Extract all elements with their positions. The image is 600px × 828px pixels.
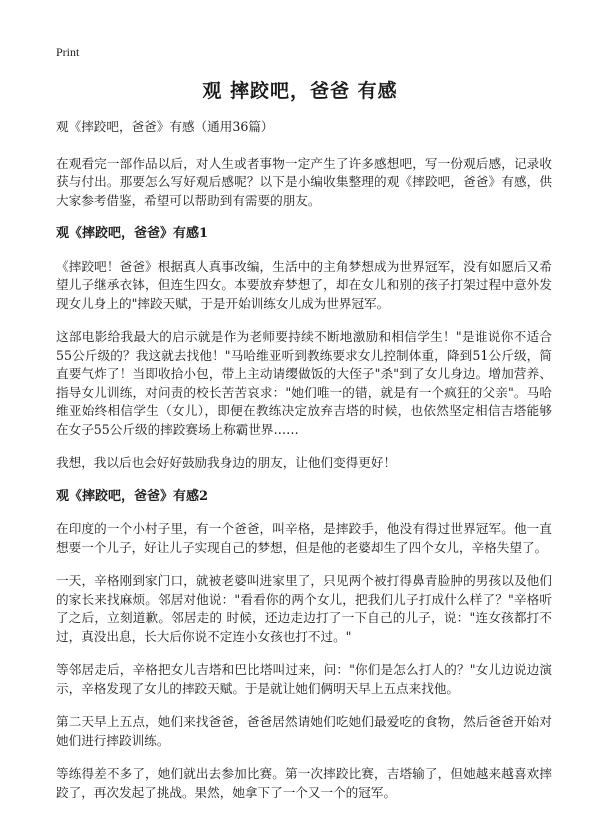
section-heading-1: 观《摔跤吧，爸爸》有感1: [56, 226, 209, 241]
section-2-paragraph-1: 在印度的一个小村子里，有一个爸爸，叫辛格，是摔跤手，他没有得过世界冠军。他一直想要一个儿子，好让儿子实现自己的梦想，但是他的老婆却生了四个女儿，辛格失望了。: [56, 521, 552, 555]
section-heading-2: 观《摔跤吧，爸爸》有感2: [56, 488, 209, 504]
document-title: 观 摔跤吧，爸爸 有感: [202, 80, 398, 102]
section-1-paragraph-2: 这部电影给我最大的启示就是作为老师要持续不断地激励和相信学生！"是谁说你不适合55公斤级的？我这就去找他！"马哈维亚听到教练要求女儿控制体重，降到51公斤级，简直要气炸了！当即收拾小包，带上主动请缨做饭的大侄子"杀"到了女儿身边。增加营养、指导女儿训练，对问责的校长苦苦哀求："她们唯一的错，就是有一个疯狂的父亲"。马哈维亚始终相信学生（女儿），即便在教练决定放弃吉塔的时候，也依然坚定相信吉塔能够在女子55公斤级的摔跤赛场上称霸世界……: [56, 329, 552, 437]
section-1-paragraph-1: 《摔跤吧！爸爸》根据真人真事改编，生活中的主角梦想成为世界冠军，没有如愿后又希望儿子继承衣钵，但连生四女。本要放弃梦想了，却在女儿和别的孩子打架过程中意外发现女儿身上的"摔跤天赋，于是开始训练女儿成为世界冠军。: [56, 258, 552, 311]
print-label[interactable]: Print: [56, 45, 80, 59]
section-2-paragraph-3: 等邻居走后，辛格把女儿吉塔和巴比塔叫过来，问："你们是怎么打人的？"女儿边说边演示，辛格发现了女儿的摔跤天赋。于是就让她们俩明天早上五点来找他。: [56, 662, 552, 696]
section-1-paragraph-3: 我想，我以后也会好好鼓励我身边的朋友，让他们变得更好！: [56, 455, 397, 470]
section-2-paragraph-2: 一天，辛格刚到家门口，就被老婆叫进家里了，只见两个被打得鼻青脸肿的男孩以及他们的家长来找麻烦。邻居对他说："看看你的两个女儿，把我们儿子打成什么样了？"辛格听了之后，立刻道歉。邻居走的 时候，还边走边打了一下自己的儿子，说："连女孩都打不过，真没出息，长大后你说不定连小女孩也打不过。": [56, 573, 552, 644]
document-body: [56, 118, 552, 817]
section-2-paragraph-4: 第二天早上五点，她们来找爸爸，爸爸居然请她们吃她们最爱吃的食物，然后爸爸开始对她们进行摔跤训练。: [56, 714, 552, 748]
document-subtitle: 观《摔跤吧，爸爸》有感（通用36篇）: [56, 119, 274, 134]
section-2-paragraph-5: 等练得差不多了，她们就出去参加比赛。第一次摔跤比赛，吉塔输了，但她越来越喜欢摔跤了，再次发起了挑战。果然，她拿下了一个又一个的冠军。: [56, 766, 552, 800]
intro-paragraph: 在观看完一部作品以后，对人生或者事物一定产生了许多感想吧，写一份观后感，记录收获与付出。那要怎么写好观后感呢？以下是小编收集整理的观《摔跤吧，爸爸》有感，供大家参考借鉴，希望可以帮助到有需要的朋友。: [56, 155, 552, 208]
